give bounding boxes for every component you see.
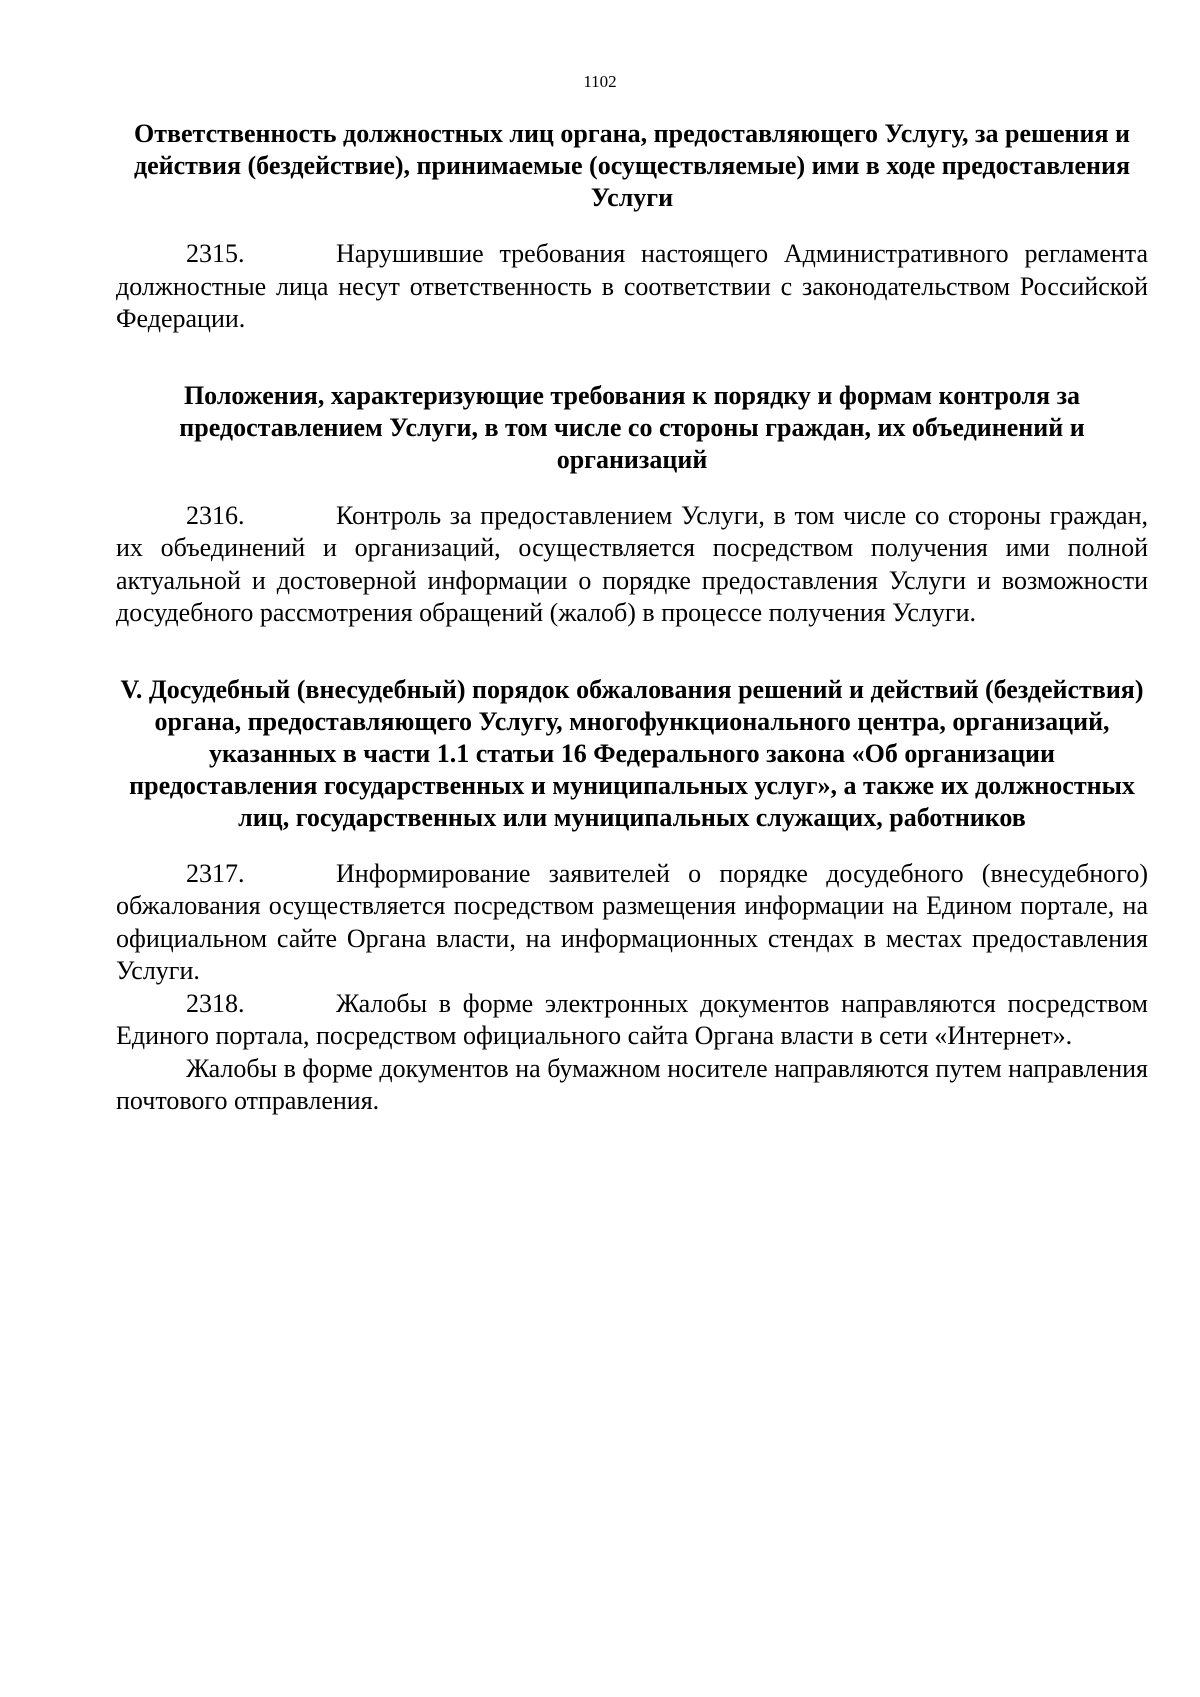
paragraph-paper-complaints: [116, 1053, 1148, 1118]
paragraph-number: 2318.: [186, 988, 245, 1018]
spacer: [116, 336, 1148, 380]
paragraph-number: 2317.: [186, 858, 245, 888]
paragraph-2315: [116, 238, 1148, 336]
spacer: [116, 476, 1148, 500]
paragraph-text: Жалобы в форме электронных документов направляются посредством Единого портала, посредством официального сайта Органа власти в сети «Интернет».: [116, 988, 1148, 1050]
paragraph-text: Информирование заявителей о порядке досудебного (внесудебного) обжалования осуществляется посредством размещения информации на Едином портале, на официальном сайте Органа власти, на информационных стендах в местах предоставления Услуги.: [116, 858, 1148, 985]
section-heading-appeal: V. Досудебный (внесудебный) порядок обжалования решений и действий (бездействия) органа, предоставляющего Услугу, многофункционального центра, организаций, указанных в части 1.1 статьи 16 Федерального закона «Об организации предоставления государственных и муниципальных услуг», а также их должностных лиц, государственных или муниципальных служащих, работников: [120, 674, 1144, 832]
paragraph-number: 2315.: [186, 239, 245, 268]
paragraph-text: Жалобы в форме документов на бумажном носителе направляются путем направления почтового отправления.: [116, 1053, 1148, 1115]
paragraph-2318: [116, 988, 1148, 1053]
section-heading-responsibility: Ответственность должностных лиц органа, предоставляющего Услугу, за решения и действия (бездействие), принимаемые (осуществляемые) ими в ходе предоставления Услуги: [133, 119, 1131, 212]
document-body: [116, 118, 1148, 1118]
section-heading-control: Положения, характеризующие требования к порядку и формам контроля за предоставлением Услуги, в том числе со стороны граждан, их объединений и организаций: [179, 380, 1085, 474]
spacer: [116, 834, 1148, 858]
paragraph-2317: [116, 858, 1148, 988]
paragraph-text: Нарушившие требования настоящего Административного регламента должностные лица несут ответственность в соответствии с законодательством Российской Федерации.: [116, 239, 1148, 333]
paragraph-2316: [116, 500, 1148, 630]
paragraph-number: 2316.: [186, 500, 245, 530]
paragraph-text: Контроль за предоставлением Услуги, в том числе со стороны граждан, их объединений и организаций, осуществляется посредством получения ими полной актуальной и достоверной информации о порядке предоставления Услуги и возможности досудебного рассмотрения обращений (жалоб) в процессе получения Услуги.: [116, 500, 1148, 627]
page-number: 1102: [583, 72, 617, 91]
spacer: [116, 630, 1148, 674]
spacer: [116, 214, 1148, 238]
